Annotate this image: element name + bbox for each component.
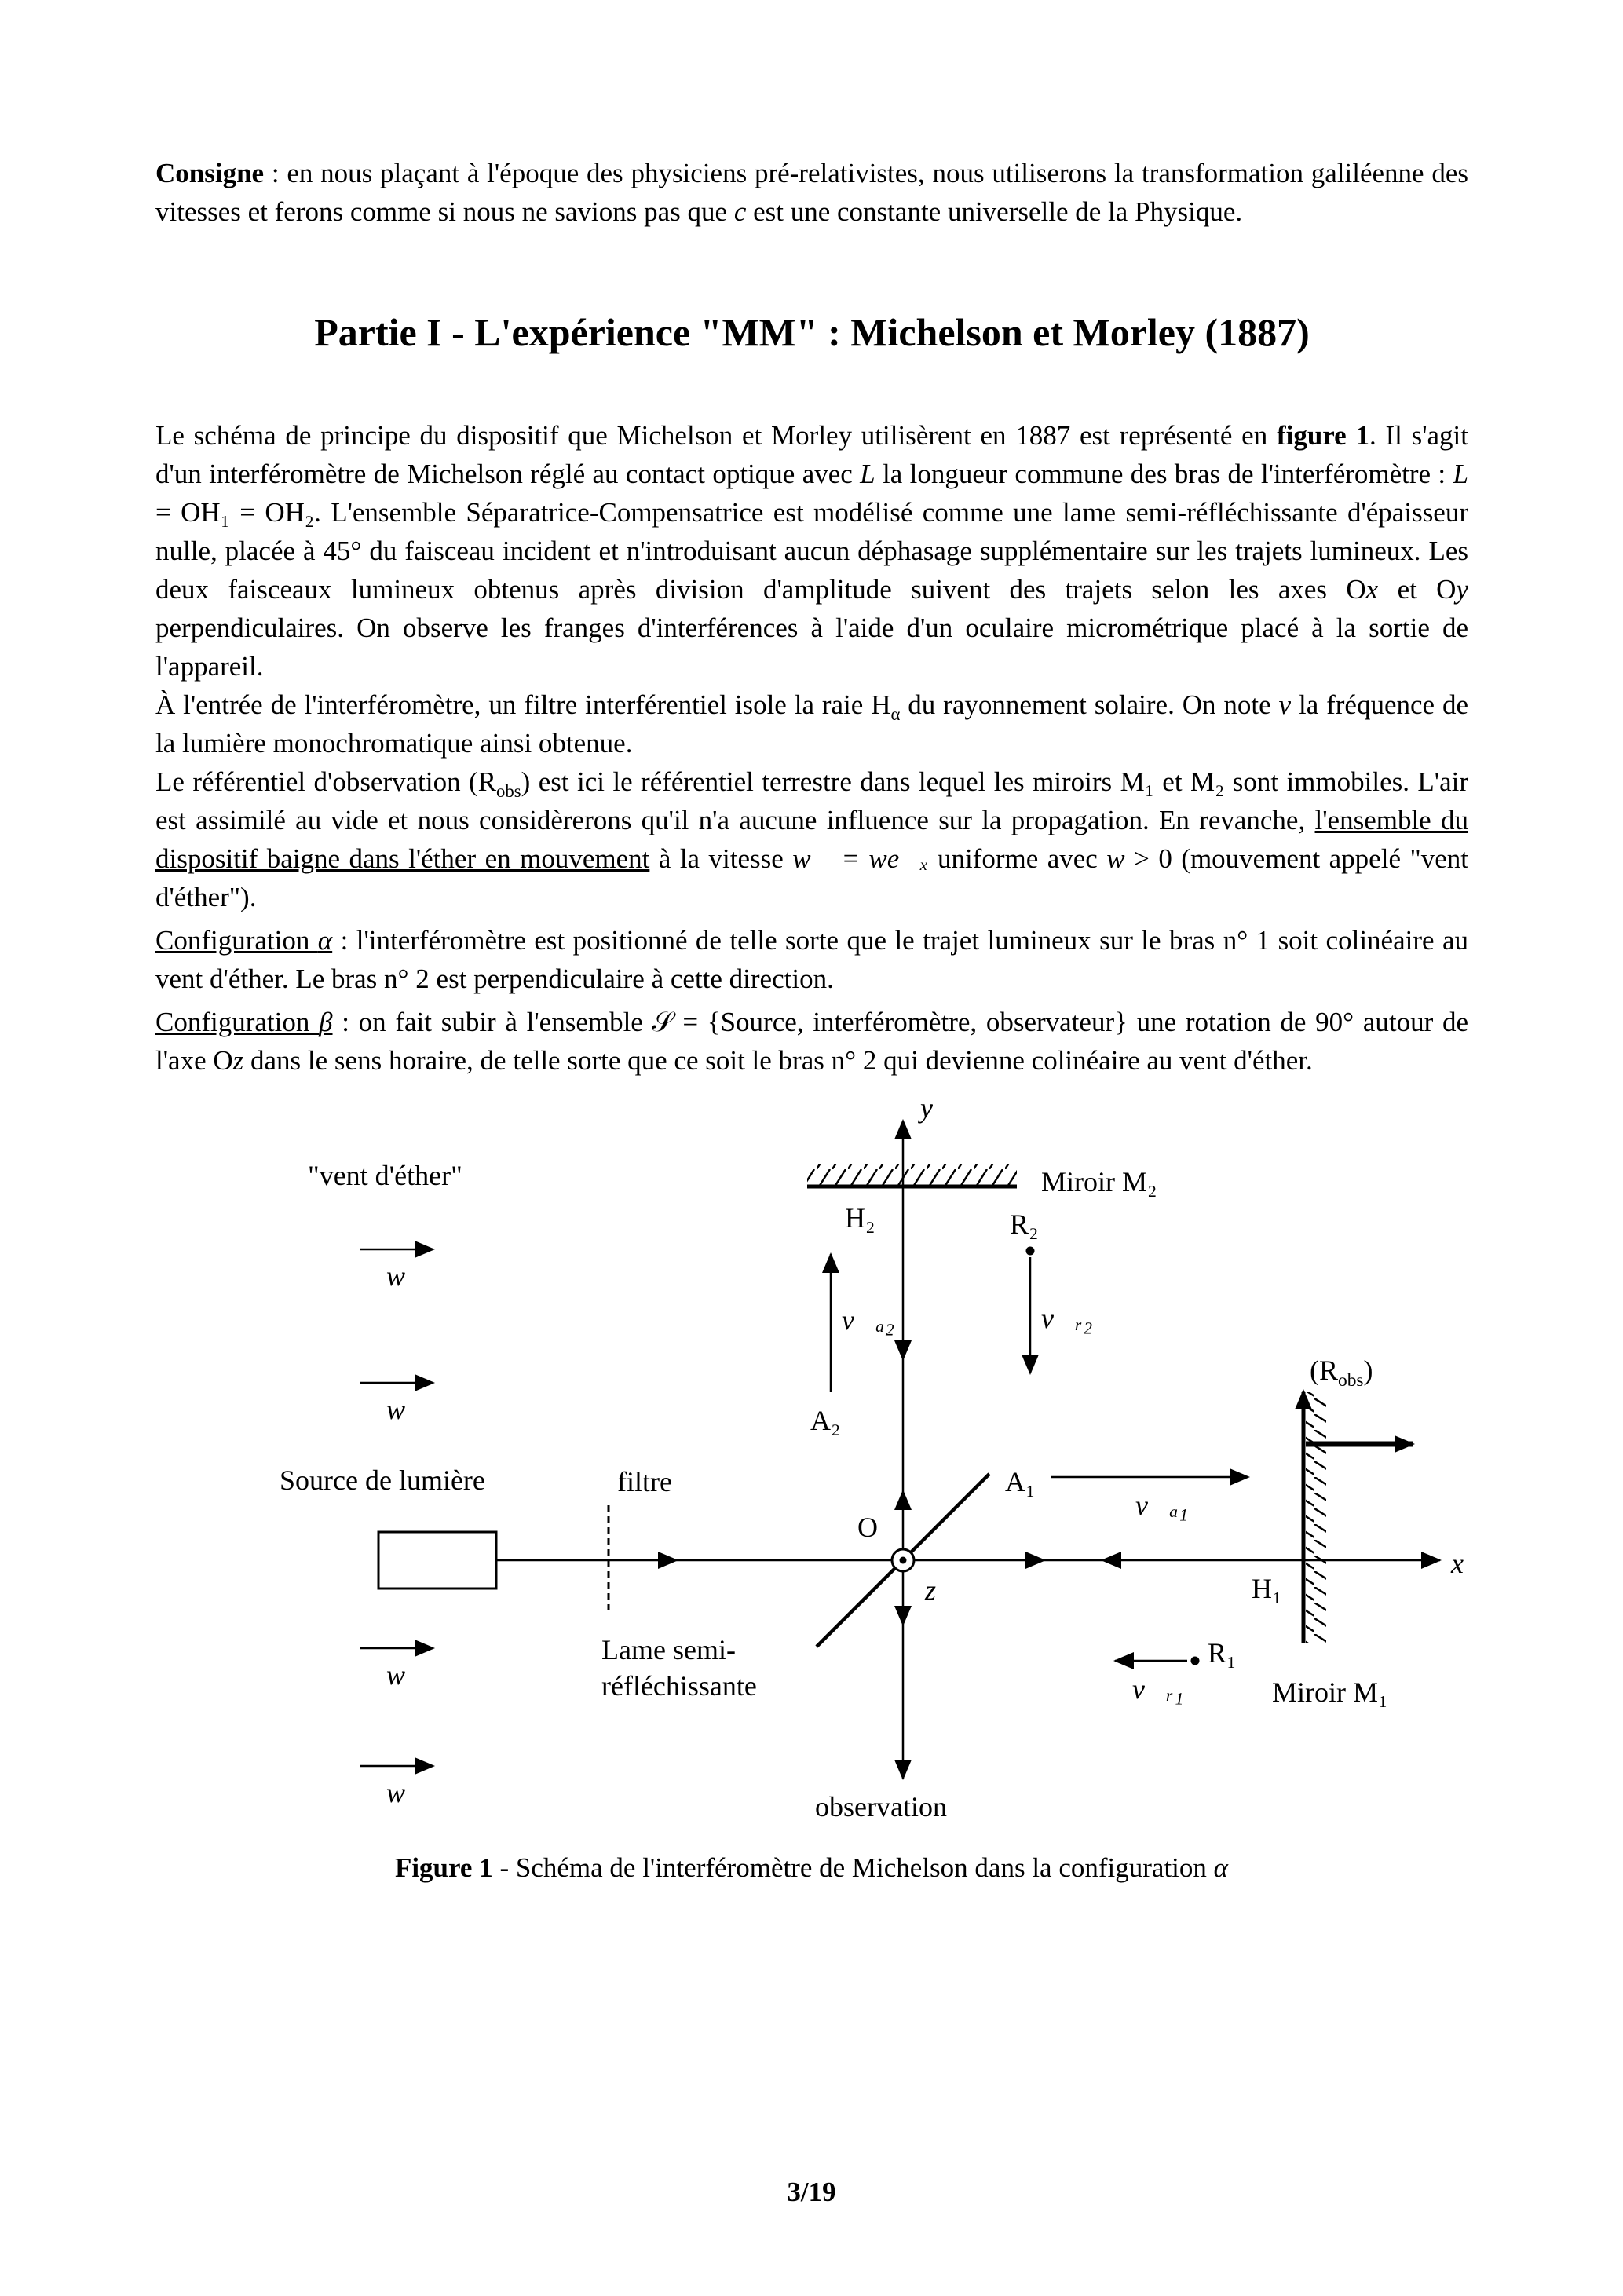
label-robs-frame: $(R_{obs})$ bbox=[1310, 1355, 1373, 1391]
label-h1: H₁ bbox=[1252, 1573, 1282, 1604]
light-source bbox=[378, 1532, 892, 1589]
x-axis-and-horizontal-beam bbox=[914, 1552, 1440, 1569]
label-light-source: Source de lumière bbox=[280, 1464, 485, 1496]
paragraph-referentiel: Le référentiel d'observation $(R_{obs})$ est ici le référentiel terrestre dans lequel les miroirs M₁ et M₂ sont immobiles. L'air est assimilé au vide et nous considèrerons qu'il n'a aucune influence sur la propagation. En revanche, l'ensemble du dispositif baigne dans l'éther en mouvement à la vitesse w⃗ = we⃗ₓ uniforme avec w > 0 (mouvement appelé "vent d'éther"). bbox=[155, 766, 1469, 912]
paragraph-configuration-beta: Configuration β : on fait subir à l'ensemble 𝒮 = {Source, interféromètre, observateur} une rotation de 90° autour de l'axe Oz dans le sens horaire, de telle sorte que ce soit le bras n° 2 qui devienne colinéaire au vent d'éther. bbox=[155, 1007, 1468, 1076]
label-w-vector-2: w⃗ bbox=[386, 1394, 428, 1425]
label-w-vector-3: w⃗ bbox=[386, 1659, 428, 1691]
label-y-axis: y bbox=[920, 1092, 933, 1124]
page-content bbox=[0, 0, 1623, 1080]
label-a2: A₂ bbox=[810, 1405, 841, 1436]
paragraph-consigne: Consigne : en nous plaçant à l'époque des physiciens pré-relativistes, nous utiliserons la transformation galiléenne des vitesses et ferons comme si nous ne savions pas que c est une constante universelle de la Physique. bbox=[155, 158, 1468, 227]
label-va1: v⃗ₐ₁ bbox=[1135, 1490, 1189, 1521]
r1-point-and-vr1-arrow bbox=[1115, 1657, 1200, 1665]
label-h2: H₂ bbox=[845, 1202, 875, 1234]
beam-arrow-up-above-O bbox=[894, 1490, 912, 1510]
beam-arrow-down-upper bbox=[894, 1340, 912, 1361]
paragraph-intro: Le schéma de principe du dispositif que Michelson et Morley utilisèrent en 1887 est représenté en figure 1. Il s'agit d'un interféromètre de Michelson réglé au contact optique avec L la longueur commune des bras de l'interféromètre : L = OH₁ = OH₂. L'ensemble Séparatrice-Compensatrice est modélisé comme une lame semi-réfléchissante d'épaisseur nulle, placée à 45° du faisceau incident et n'introduisant aucun déphasage supplémentaire sur les trajets lumineux. Les deux faisceaux lumineux obtenus après division d'amplitude suivent des trajets selon les axes Ox et Oy perpendiculaires. On observe les franges d'interférences à l'aide d'un oculaire micrométrique placé à la sortie de l'appareil. bbox=[155, 420, 1468, 682]
interferometer-schematic bbox=[0, 1084, 1623, 1830]
label-va2: v⃗ₐ₂ bbox=[842, 1304, 895, 1336]
y-axis-and-vertical-beam bbox=[894, 1121, 912, 1779]
beam-arrow-right-incident bbox=[658, 1552, 678, 1569]
label-x-axis: x bbox=[1451, 1548, 1464, 1579]
label-beamsplitter-line2: réfléchissante bbox=[601, 1670, 757, 1702]
origin-z-axis-symbol bbox=[892, 1549, 914, 1571]
label-filter: filtre bbox=[617, 1466, 672, 1497]
label-vr1: v⃗ᵣ₁ bbox=[1132, 1673, 1184, 1705]
mirror-m1-and-robs-frame bbox=[1303, 1391, 1413, 1643]
label-a1: A₁ bbox=[1005, 1466, 1036, 1497]
beam-arrow-right bbox=[1025, 1552, 1046, 1569]
label-r1: R₁ bbox=[1208, 1637, 1237, 1669]
mirror-m2 bbox=[807, 1164, 1017, 1186]
label-z-axis: z bbox=[925, 1574, 937, 1606]
label-w-vector-1: w⃗ bbox=[386, 1260, 428, 1292]
label-beamsplitter-line1: Lame semi- bbox=[601, 1634, 736, 1665]
figure-1-diagram bbox=[0, 1084, 1623, 1830]
page-number: 3/19 bbox=[787, 2177, 836, 2207]
beam-arrow-left bbox=[1101, 1552, 1121, 1569]
label-mirror-m1: Miroir M₁ bbox=[1272, 1676, 1388, 1708]
label-w-vector-4: w⃗ bbox=[386, 1777, 428, 1808]
label-ether-wind: "vent d'éther" bbox=[308, 1160, 462, 1191]
label-origin-o: O bbox=[857, 1512, 878, 1543]
paragraph-filtre: À l'entrée de l'interféromètre, un filtre interférentiel isole la raie $H_\alpha$ du rayonnement solaire. On note ν la fréquence de la lumière monochromatique ainsi obtenue. bbox=[155, 689, 1468, 759]
section-heading: Partie I - L'expérience "MM" : Michelson et Morley (1887) bbox=[314, 310, 1310, 354]
label-observation: observation bbox=[815, 1791, 947, 1823]
figure-caption: Figure 1 - Schéma de l'interféromètre de Michelson dans la configuration α bbox=[394, 1852, 1229, 1883]
label-mirror-m2: Miroir M₂ bbox=[1041, 1166, 1157, 1197]
label-vr2: v⃗ᵣ₂ bbox=[1041, 1303, 1093, 1334]
paragraph-configuration-alpha: Configuration α : l'interféromètre est positionné de telle sorte que le trajet lumineux sur le bras n° 1 soit colinéaire au vent d'éther. Le bras n° 2 est perpendiculaire à cette direction. bbox=[155, 925, 1468, 994]
r2-point-and-vr2-arrow bbox=[1026, 1247, 1035, 1374]
label-r2: R₂ bbox=[1010, 1208, 1039, 1240]
beam-arrow-down-lower bbox=[894, 1606, 912, 1626]
